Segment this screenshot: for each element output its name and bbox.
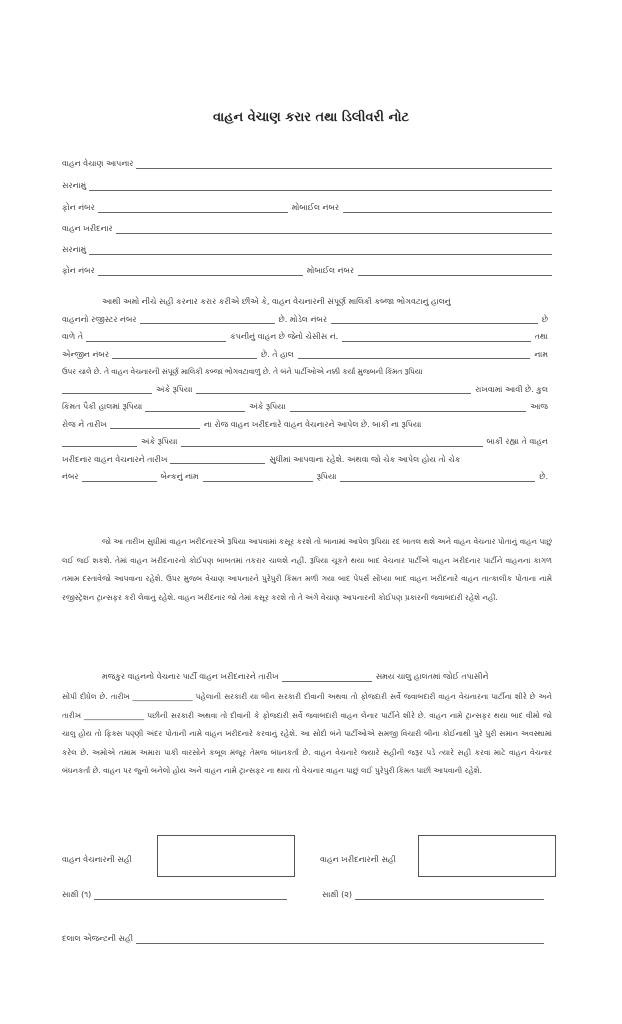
seller-mobile-field[interactable] xyxy=(343,202,552,213)
para1-text: છે. xyxy=(539,472,548,481)
para1-text: છે. તે હાલ xyxy=(260,349,294,359)
bank-name-label: બેન્કનું નામ xyxy=(160,472,199,481)
price-words-field[interactable] xyxy=(196,383,471,394)
payment-date-field[interactable] xyxy=(110,418,200,429)
buyer-signature-box[interactable] xyxy=(418,835,556,877)
para1-text: તથા xyxy=(534,332,548,341)
payment-date-label: રોજ ને તારીખ xyxy=(62,419,108,429)
agreement-paragraph-3-body: સોંપી દીધેલ છે. તારીખ ________________ પહેલાની સરકારી યા બીન સરકારી દીવાની અથવા તો ફોજદારી સર્વે જવાબદારી વાહન વેચનારના પાર્ટીના શીરે છે અને તારીખ ________________ પછીની સરકારી અથવા તો દીવાની કે ફોજદારી સર્વે જવાબદારી વાહન લેનાર પાર્ટીને શીરે છે. વાહન નામે ટ્રાન્સફર થયા બાદ વીમો જો ચાલુ હોય તો ફિક્સ પણ્ણી અંદર પોતાની નામે વાહન ખરીદનારે કરવાનું રહેશે. આ સોદો બંને પાર્ટીઓએ સમજી વિચારી બીના કોઈનાથી પુરે પુરી સમાન અવસ્થામાં કરેલ છે. અમોએ તમામ અમારા પાકી વારસોને કબૂલ મંજૂર તેમજ બંધનકર્તા છે. વાહન વેચનારે જ્યારે સહીની જરૂર પડે ત્યારે સહી કરવા માટે વાહન વેચનાર બંધનકર્તા છે. વાહન પર જુનો બનેલો હોય અને વાહન નામે ટ્રાન્સફર ના થાય તો વેચનાર વાહન પાછું લઈ પુરેપુરી કિંમત પાછી આપવાની રહેશે. xyxy=(62,692,552,776)
bank-name-field[interactable] xyxy=(203,471,313,482)
seller-name-field[interactable] xyxy=(136,158,552,169)
cheque-number-label: નંબર xyxy=(62,472,79,481)
buyer-mobile-label: મોબાઈલ નંબર xyxy=(306,266,355,275)
balance-amount-field[interactable] xyxy=(62,436,137,447)
para1-text: વાળે તે xyxy=(62,332,84,341)
seller-name-label: વાહન વેચાણ આપનાર xyxy=(62,159,134,168)
agreement-paragraph-3 xyxy=(62,668,552,686)
para1-text: સુધીમાં આપવાના રહેશે. અથવા જો ચેક આપેલ હોય તો ચેક xyxy=(269,454,461,464)
cheque-amount-field[interactable] xyxy=(340,471,535,482)
witness-1-label: સાક્ષી (૧) xyxy=(62,890,92,899)
advance-amount-field[interactable] xyxy=(145,401,245,412)
buyer-address-label: સરનામું xyxy=(62,245,87,254)
balance-words-field[interactable] xyxy=(181,436,482,447)
para1-text: ના રોજ વાહન ખરીદનારે વાહન વેચનારને આપેલ છે. બાકી ના રૂપિયા xyxy=(204,419,422,429)
agent-signature-field[interactable] xyxy=(136,933,544,944)
witness-1-field[interactable] xyxy=(94,889,287,900)
para1-text: બાકી રહ્યા તે વાહન xyxy=(486,437,548,446)
model-number-field[interactable] xyxy=(331,313,538,324)
para1-line1: આથી અમો નીચે સહી કરનાર કરાર કરીએ છીએ કે, વાહન વેચનારની સંપૂર્ણ માલિકી કબ્જા ભોગવટાનું હાલનું xyxy=(102,297,451,306)
registration-number-field[interactable] xyxy=(140,313,275,324)
agreement-paragraph-2: જો આ તારીખ સુધીમાં વાહન ખરીદનારએ રૂપિયા આપવામાં કસૂર કરશે તો બાનામાં આપેલ રૂપિયા રદ બાતલ થશે અને વાહન વેચનાર પોતાનું વાહન પાછું લઈ જઈ શકશે. તેમાં વાહન ખરીદનારનો કોઈપણ બાબતમાં તકરાર ચાલશે નહીં. રૂપિયા ચૂકતે થયા બાદ વેચનાર પાર્ટીએ વાહન ખરીદનાર પાર્ટીને વાહનના કાગળ તમામ દસ્તાવેજો આપવાના રહેશે. ઉપર મુજબ વેચાણ આપનારને પુરેપુરી કિંમત મળી ગયા બાદ પેપર્સ સોંપ્યા બાદ વાહન ખરીદનારે વાહન તાત્કાલીક પોતાના નામે રજીસ્ટ્રેશન ટ્રાન્સફર કરી લેવાનું રહેશે. વાહન ખરીદનાર જો તેમાં કસૂર કરશે તો તે અંગે વેચાણ આપનારની કોઈપણ પ્રકારની જવાબદારી રહેશે નહીં. xyxy=(62,537,552,602)
agent-signature-label: દલાલ એજન્ટની સહી xyxy=(62,934,133,943)
seller-address-label: સરનામું xyxy=(62,181,87,190)
witness-2-field[interactable] xyxy=(355,889,544,900)
para1-line5: ઉપર ચાલે છે. તે વાહન વેચનારની સંપૂર્ણ માલિકી કબ્જા ભોગવટાવાળું છે. તે બંને પાર્ટીઓએ નક્કી કર્યા મુજબની કિંમત રૂપિયા xyxy=(62,367,423,376)
handover-date-field[interactable] xyxy=(282,671,372,682)
para3-text: સમય ચાલુ હાલતમાં જોઈ તપાસીને xyxy=(375,672,489,681)
advance-words-field[interactable] xyxy=(290,401,527,412)
seller-mobile-label: મોબાઈલ નંબર xyxy=(291,203,340,212)
advance-amount-label: કિંમત પૈકી હાલમાં રૂપિયા xyxy=(62,402,143,411)
handover-date-label: મજકુર વાહનનો વેચનાર પાર્ટી વાહન ખરીદનારને તારીખ xyxy=(102,672,279,681)
buyer-address-row xyxy=(62,243,552,257)
para1-text: નામ xyxy=(534,349,548,359)
seller-name-row xyxy=(62,157,552,171)
witness-1-row xyxy=(62,888,287,902)
seller-phone-label: ફોન નંબર xyxy=(62,203,95,212)
seller-address-field[interactable] xyxy=(89,180,552,191)
seller-signature-box[interactable] xyxy=(157,835,295,877)
seller-address-row xyxy=(62,179,552,193)
chassis-number-field[interactable] xyxy=(342,331,530,342)
price-amount-field[interactable] xyxy=(62,383,152,394)
para1-text: રાખવામાં આવી છે. કુલ xyxy=(475,384,548,394)
witness-2-label: સાક્ષી (૨) xyxy=(322,890,353,899)
seller-phone-row xyxy=(62,201,552,215)
balance-due-date-label: ખરીદનાર વાહન વેચનારને તારીખ xyxy=(62,454,168,464)
buyer-phone-field[interactable] xyxy=(98,265,303,276)
price-words-label: અંકે રૂપિયા xyxy=(156,384,193,394)
document-title: વાહન વેચાણ કરાર તથા ડિલીવરી નોટ xyxy=(212,110,410,125)
cheque-number-field[interactable] xyxy=(82,471,157,482)
agreement-paragraph-1 xyxy=(62,293,552,486)
engine-number-field[interactable] xyxy=(112,348,257,359)
cheque-amount-label: રૂપિયા xyxy=(316,472,337,481)
balance-due-date-field[interactable] xyxy=(170,453,265,464)
agent-signature-row xyxy=(62,932,544,946)
para1-text: છે xyxy=(541,314,548,324)
para1-text: આજ xyxy=(530,402,548,411)
signature-boxes xyxy=(62,835,552,881)
model-number-label: છે. મોડેલ નંબર xyxy=(278,314,327,324)
current-owner-field[interactable] xyxy=(298,348,531,359)
seller-phone-field[interactable] xyxy=(98,202,288,213)
witness-2-row xyxy=(322,888,544,902)
buyer-phone-label: ફોન નંબર xyxy=(62,266,95,275)
company-field[interactable] xyxy=(86,331,226,342)
buyer-address-field[interactable] xyxy=(89,244,552,255)
buyer-signature-label: વાહન ખરીદનારની સહી xyxy=(320,855,396,864)
engine-number-label: એન્જીન નંબર xyxy=(62,349,109,359)
balance-words-label: અંકે રૂપિયા xyxy=(141,437,178,446)
buyer-phone-row xyxy=(62,264,552,278)
registration-number-label: વાહનનો રજીસ્ટર નંબર xyxy=(62,314,137,324)
buyer-name-label: વાહન ખરીદનાર xyxy=(62,224,113,233)
seller-signature-label: વાહન વેચનારની સહી xyxy=(62,855,132,864)
buyer-mobile-field[interactable] xyxy=(358,265,552,276)
buyer-name-row xyxy=(62,222,552,236)
buyer-name-field[interactable] xyxy=(116,223,552,234)
chassis-number-label: કંપનીનું વાહન છે જેનો ચેસીસ નં. xyxy=(230,332,339,341)
advance-words-label: અંકે રૂપિયા xyxy=(249,402,286,411)
